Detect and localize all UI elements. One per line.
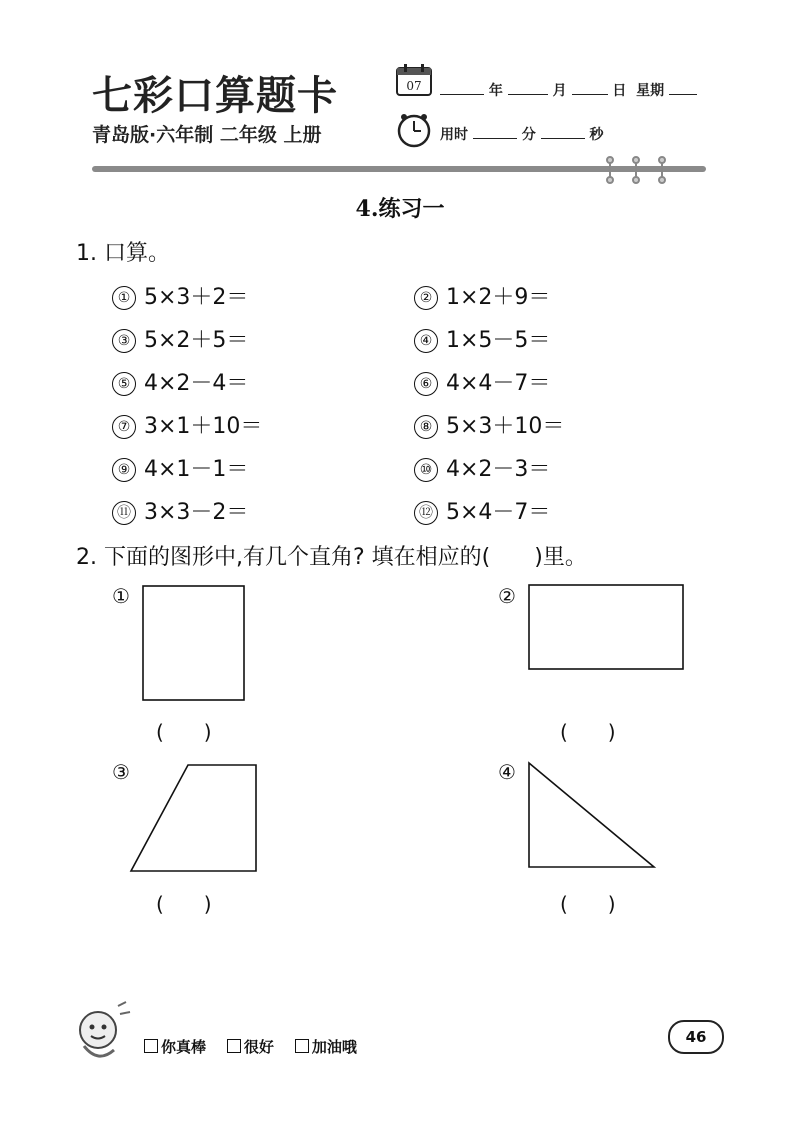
problem-3 [112, 323, 248, 354]
mascot-illustration [66, 1000, 136, 1070]
calendar-icon [396, 64, 432, 96]
rating-great-label: 你真棒 [161, 1038, 207, 1056]
problem-number: ⑨ [112, 458, 136, 482]
shape-3-answer[interactable]: ( ) [156, 892, 212, 916]
date-label-weekday: 星期 [636, 83, 665, 99]
problem-expression: 3×1＋10＝ [144, 414, 263, 439]
edition-label: 青岛版·六年制 二年级 上册 [92, 124, 322, 146]
problem-number: ⑫ [414, 501, 438, 525]
shape-2-label: ② [498, 584, 516, 608]
time-label-used: 用时 [440, 127, 468, 143]
brand-title: 七彩口算题卡 [92, 72, 338, 119]
problem-number: ⑧ [414, 415, 438, 439]
problem-9 [112, 452, 248, 483]
problem-1 [112, 280, 248, 311]
problem-8 [414, 409, 564, 440]
page-number: 46 [668, 1020, 724, 1054]
rating-good[interactable] [227, 1038, 274, 1056]
shape-4-right-triangle [526, 760, 658, 872]
rating-keep-going[interactable] [295, 1038, 357, 1056]
problem-6 [414, 366, 550, 397]
page-title: 4.练习一 [355, 196, 445, 222]
problem-number: ① [112, 286, 136, 310]
shape-4-answer[interactable]: ( ) [560, 892, 616, 916]
rating-keep-going-label: 加油哦 [311, 1038, 357, 1056]
shape-2-rectangle [526, 582, 686, 674]
time-label-minute: 分 [521, 127, 536, 143]
shape-1-answer[interactable]: ( ) [156, 720, 212, 744]
date-row [440, 80, 697, 100]
problem-expression: 1×5－5＝ [446, 328, 551, 353]
checkbox-icon[interactable] [144, 1039, 158, 1053]
problem-7 [112, 409, 262, 440]
problem-expression: 4×1－1＝ [144, 457, 249, 482]
problem-number: ⑤ [112, 372, 136, 396]
date-label-day: 日 [612, 83, 627, 99]
time-label-second: 秒 [589, 127, 604, 143]
section2-heading: 2. 下面的图形中,有几个直角? 填在相应的( )里。 [76, 545, 587, 570]
checkbox-icon[interactable] [227, 1039, 241, 1053]
problem-11 [112, 495, 248, 526]
problem-expression: 5×4－7＝ [446, 500, 551, 525]
problem-number: ⑥ [414, 372, 438, 396]
problem-expression: 1×2＋9＝ [446, 285, 551, 310]
shape-4-label: ④ [498, 760, 516, 784]
date-label-month: 月 [552, 83, 567, 99]
problem-expression: 5×3＋10＝ [446, 414, 565, 439]
checkbox-icon[interactable] [295, 1039, 309, 1053]
shape-1-rectangle [140, 584, 248, 704]
rating-great[interactable] [144, 1038, 206, 1056]
problem-number: ⑩ [414, 458, 438, 482]
binder-pins-decoration [600, 156, 680, 186]
problem-5 [112, 366, 248, 397]
section1-heading: 1. 口算。 [76, 241, 170, 266]
problem-12 [414, 495, 550, 526]
problem-number: ⑪ [112, 501, 136, 525]
problem-number: ② [414, 286, 438, 310]
clock-icon [396, 112, 432, 148]
problem-number: ③ [112, 329, 136, 353]
shape-2-answer[interactable]: ( ) [560, 720, 616, 744]
problem-2 [414, 280, 550, 311]
date-label-year: 年 [488, 83, 503, 99]
problem-10 [414, 452, 550, 483]
problem-expression: 5×2＋5＝ [144, 328, 249, 353]
shape-3-trapezoid [128, 762, 260, 874]
time-row [440, 124, 604, 144]
problem-4 [414, 323, 550, 354]
shape-1-label: ① [112, 584, 130, 608]
problem-expression: 4×2－4＝ [144, 371, 249, 396]
problem-expression: 4×2－3＝ [446, 457, 551, 482]
problem-expression: 3×3－2＝ [144, 500, 249, 525]
problem-number: ⑦ [112, 415, 136, 439]
problem-expression: 4×4－7＝ [446, 371, 551, 396]
problem-number: ④ [414, 329, 438, 353]
rating-good-label: 很好 [243, 1038, 274, 1056]
shape-3-label: ③ [112, 760, 130, 784]
calendar-day: 07 [406, 79, 422, 93]
rating-options [144, 1036, 357, 1057]
problem-expression: 5×3＋2＝ [144, 285, 249, 310]
